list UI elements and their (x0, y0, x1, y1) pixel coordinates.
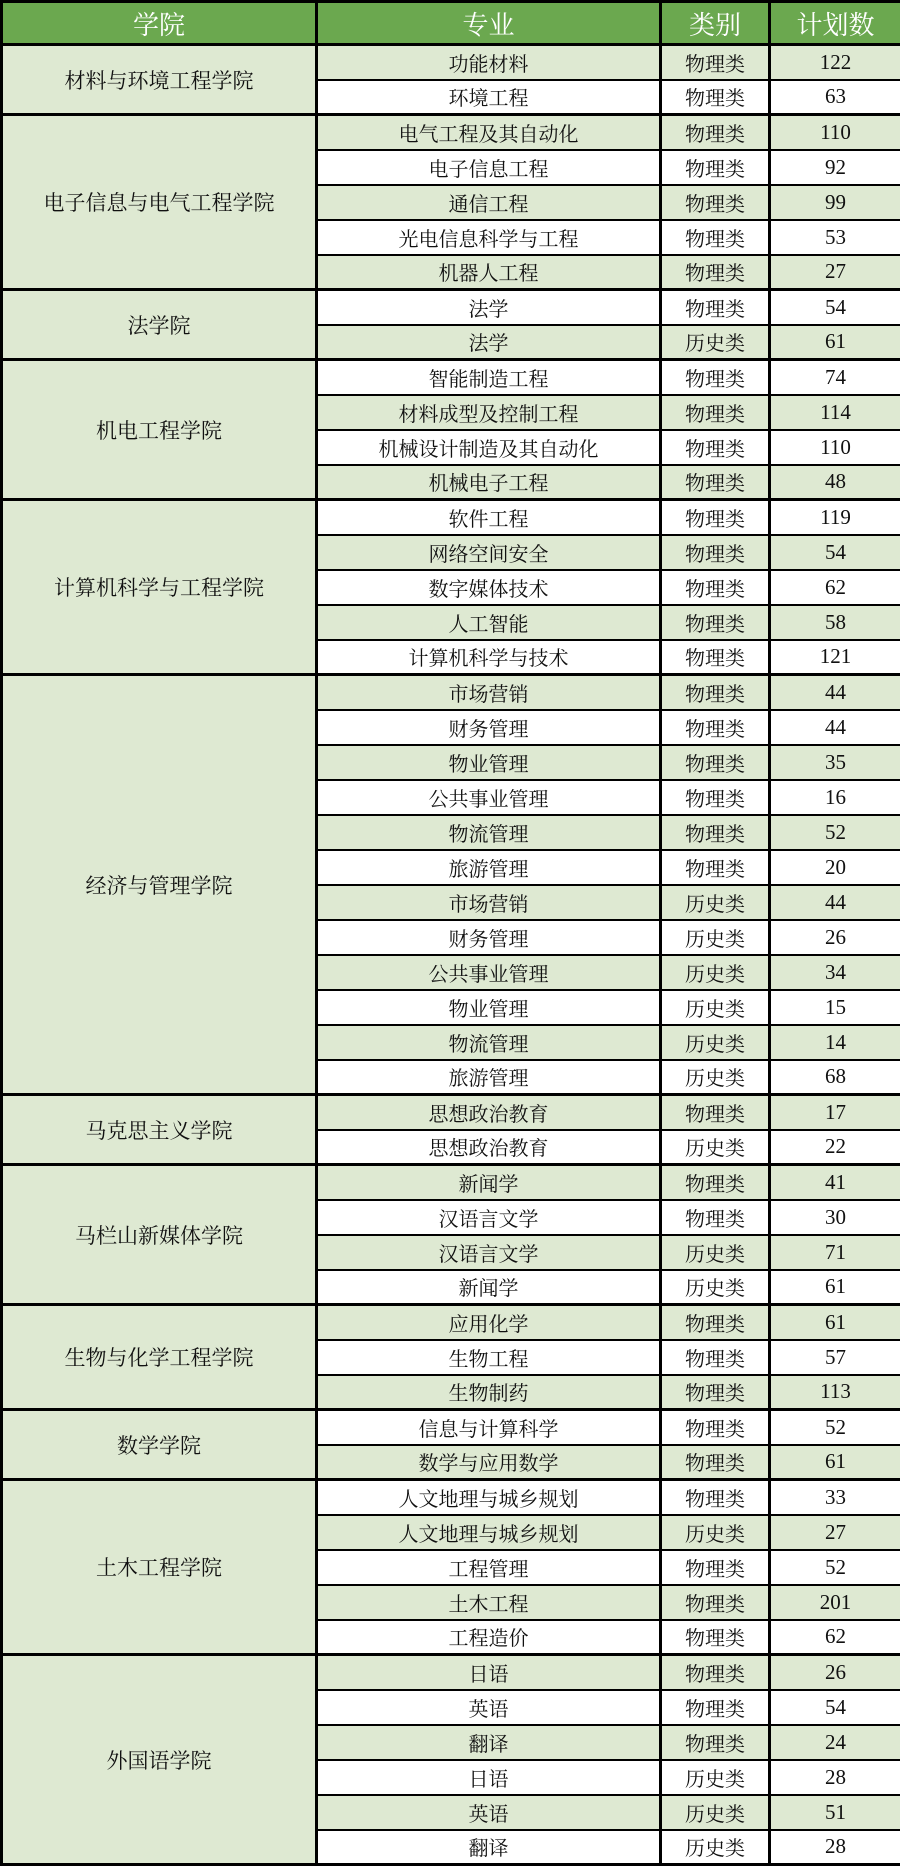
table-row (2, 1165, 900, 1200)
college-cell: 马栏山新媒体学院 (2, 1165, 317, 1305)
plan-cell: 114 (770, 395, 900, 430)
category-cell: 历史类 (661, 1270, 770, 1305)
major-cell: 物流管理 (317, 815, 661, 850)
major-cell: 公共事业管理 (317, 955, 661, 990)
major-cell: 财务管理 (317, 710, 661, 745)
major-cell: 机械电子工程 (317, 465, 661, 500)
major-cell: 软件工程 (317, 500, 661, 535)
header-plan-count: 计划数 (770, 2, 900, 45)
major-cell: 计算机科学与技术 (317, 640, 661, 675)
plan-cell: 16 (770, 780, 900, 815)
category-cell: 物理类 (661, 1445, 770, 1480)
category-cell: 物理类 (661, 1340, 770, 1375)
category-cell: 历史类 (661, 885, 770, 920)
major-cell: 通信工程 (317, 185, 661, 220)
major-cell: 法学 (317, 325, 661, 360)
plan-cell: 17 (770, 1095, 900, 1130)
category-cell: 物理类 (661, 1585, 770, 1620)
major-cell: 电子信息工程 (317, 150, 661, 185)
category-cell: 物理类 (661, 500, 770, 535)
category-cell: 物理类 (661, 395, 770, 430)
major-cell: 法学 (317, 290, 661, 325)
plan-cell: 44 (770, 885, 900, 920)
major-cell: 公共事业管理 (317, 780, 661, 815)
plan-cell: 61 (770, 1305, 900, 1340)
category-cell: 物理类 (661, 605, 770, 640)
category-cell: 历史类 (661, 990, 770, 1025)
plan-cell: 92 (770, 150, 900, 185)
table-body (2, 45, 900, 1865)
major-cell: 新闻学 (317, 1165, 661, 1200)
plan-cell: 20 (770, 850, 900, 885)
plan-cell: 61 (770, 1270, 900, 1305)
plan-cell: 35 (770, 745, 900, 780)
plan-cell: 34 (770, 955, 900, 990)
plan-cell: 63 (770, 80, 900, 115)
category-cell: 物理类 (661, 1655, 770, 1690)
category-cell: 物理类 (661, 815, 770, 850)
category-cell: 物理类 (661, 1375, 770, 1410)
table-row (2, 290, 900, 325)
plan-cell: 53 (770, 220, 900, 255)
category-cell: 物理类 (661, 1550, 770, 1585)
major-cell: 工程管理 (317, 1550, 661, 1585)
category-cell: 历史类 (661, 955, 770, 990)
plan-cell: 26 (770, 1655, 900, 1690)
category-cell: 历史类 (661, 920, 770, 955)
category-cell: 物理类 (661, 360, 770, 395)
major-cell: 环境工程 (317, 80, 661, 115)
category-cell: 物理类 (661, 150, 770, 185)
category-cell: 物理类 (661, 1410, 770, 1445)
major-cell: 数学与应用数学 (317, 1445, 661, 1480)
plan-cell: 52 (770, 815, 900, 850)
category-cell: 物理类 (661, 570, 770, 605)
college-cell: 材料与环境工程学院 (2, 45, 317, 115)
major-cell: 英语 (317, 1690, 661, 1725)
table-row (2, 360, 900, 395)
college-cell: 数学学院 (2, 1410, 317, 1480)
major-cell: 机器人工程 (317, 255, 661, 290)
category-cell: 物理类 (661, 185, 770, 220)
major-cell: 人工智能 (317, 605, 661, 640)
plan-cell: 71 (770, 1235, 900, 1270)
major-cell: 翻译 (317, 1725, 661, 1760)
major-cell: 旅游管理 (317, 850, 661, 885)
plan-cell: 58 (770, 605, 900, 640)
major-cell: 日语 (317, 1760, 661, 1795)
major-cell: 人文地理与城乡规划 (317, 1515, 661, 1550)
major-cell: 土木工程 (317, 1585, 661, 1620)
plan-cell: 54 (770, 1690, 900, 1725)
major-cell: 财务管理 (317, 920, 661, 955)
major-cell: 思想政治教育 (317, 1130, 661, 1165)
category-cell: 物理类 (661, 710, 770, 745)
category-cell: 物理类 (661, 535, 770, 570)
plan-cell: 122 (770, 45, 900, 80)
major-cell: 生物工程 (317, 1340, 661, 1375)
category-cell: 物理类 (661, 220, 770, 255)
header-row (2, 2, 900, 45)
major-cell: 数字媒体技术 (317, 570, 661, 605)
category-cell: 历史类 (661, 325, 770, 360)
plan-cell: 48 (770, 465, 900, 500)
major-cell: 信息与计算科学 (317, 1410, 661, 1445)
plan-cell: 15 (770, 990, 900, 1025)
college-cell: 土木工程学院 (2, 1480, 317, 1655)
plan-cell: 61 (770, 1445, 900, 1480)
category-cell: 物理类 (661, 115, 770, 150)
college-cell: 马克思主义学院 (2, 1095, 317, 1165)
category-cell: 物理类 (661, 1200, 770, 1235)
table-row (2, 1480, 900, 1515)
category-cell: 物理类 (661, 430, 770, 465)
category-cell: 物理类 (661, 465, 770, 500)
category-cell: 物理类 (661, 745, 770, 780)
table-header (2, 2, 900, 45)
category-cell: 物理类 (661, 1480, 770, 1515)
category-cell: 物理类 (661, 1725, 770, 1760)
plan-cell: 52 (770, 1410, 900, 1445)
category-cell: 物理类 (661, 255, 770, 290)
plan-cell: 28 (770, 1760, 900, 1795)
major-cell: 工程造价 (317, 1620, 661, 1655)
category-cell: 历史类 (661, 1060, 770, 1095)
plan-cell: 14 (770, 1025, 900, 1060)
table-row (2, 45, 900, 80)
plan-cell: 22 (770, 1130, 900, 1165)
major-cell: 汉语言文学 (317, 1235, 661, 1270)
major-cell: 物流管理 (317, 1025, 661, 1060)
plan-cell: 51 (770, 1795, 900, 1830)
table-row (2, 500, 900, 535)
table-row (2, 115, 900, 150)
plan-cell: 68 (770, 1060, 900, 1095)
category-cell: 物理类 (661, 290, 770, 325)
category-cell: 物理类 (661, 1165, 770, 1200)
college-cell: 电子信息与电气工程学院 (2, 115, 317, 290)
college-cell: 外国语学院 (2, 1655, 317, 1865)
category-cell: 物理类 (661, 80, 770, 115)
plan-cell: 62 (770, 570, 900, 605)
category-cell: 历史类 (661, 1235, 770, 1270)
college-cell: 机电工程学院 (2, 360, 317, 500)
category-cell: 历史类 (661, 1025, 770, 1060)
college-cell: 法学院 (2, 290, 317, 360)
major-cell: 英语 (317, 1795, 661, 1830)
plan-cell: 54 (770, 290, 900, 325)
plan-cell: 33 (770, 1480, 900, 1515)
category-cell: 物理类 (661, 640, 770, 675)
header-college: 学院 (2, 2, 317, 45)
plan-cell: 62 (770, 1620, 900, 1655)
major-cell: 思想政治教育 (317, 1095, 661, 1130)
major-cell: 光电信息科学与工程 (317, 220, 661, 255)
category-cell: 物理类 (661, 780, 770, 815)
header-major: 专业 (317, 2, 661, 45)
major-cell: 物业管理 (317, 990, 661, 1025)
category-cell: 物理类 (661, 45, 770, 80)
plan-cell: 113 (770, 1375, 900, 1410)
college-cell: 生物与化学工程学院 (2, 1305, 317, 1410)
major-cell: 应用化学 (317, 1305, 661, 1340)
table-row (2, 1655, 900, 1690)
plan-cell: 44 (770, 675, 900, 710)
category-cell: 物理类 (661, 850, 770, 885)
plan-cell: 30 (770, 1200, 900, 1235)
plan-cell: 119 (770, 500, 900, 535)
plan-cell: 61 (770, 325, 900, 360)
major-cell: 机械设计制造及其自动化 (317, 430, 661, 465)
major-cell: 生物制药 (317, 1375, 661, 1410)
category-cell: 历史类 (661, 1760, 770, 1795)
major-cell: 物业管理 (317, 745, 661, 780)
college-cell: 计算机科学与工程学院 (2, 500, 317, 675)
table-row (2, 1095, 900, 1130)
major-cell: 材料成型及控制工程 (317, 395, 661, 430)
plan-cell: 110 (770, 430, 900, 465)
plan-cell: 52 (770, 1550, 900, 1585)
category-cell: 物理类 (661, 1620, 770, 1655)
plan-cell: 24 (770, 1725, 900, 1760)
category-cell: 物理类 (661, 1095, 770, 1130)
major-cell: 功能材料 (317, 45, 661, 80)
major-cell: 市场营销 (317, 885, 661, 920)
major-cell: 市场营销 (317, 675, 661, 710)
plan-cell: 28 (770, 1830, 900, 1865)
college-cell: 经济与管理学院 (2, 675, 317, 1095)
plan-cell: 110 (770, 115, 900, 150)
plan-cell: 26 (770, 920, 900, 955)
major-cell: 日语 (317, 1655, 661, 1690)
plan-cell: 99 (770, 185, 900, 220)
major-cell: 电气工程及其自动化 (317, 115, 661, 150)
plan-cell: 27 (770, 1515, 900, 1550)
table-row (2, 1410, 900, 1445)
major-cell: 旅游管理 (317, 1060, 661, 1095)
category-cell: 物理类 (661, 1305, 770, 1340)
category-cell: 历史类 (661, 1130, 770, 1165)
plan-cell: 121 (770, 640, 900, 675)
plan-cell: 41 (770, 1165, 900, 1200)
plan-cell: 44 (770, 710, 900, 745)
plan-cell: 74 (770, 360, 900, 395)
header-category: 类别 (661, 2, 770, 45)
plan-cell: 57 (770, 1340, 900, 1375)
category-cell: 物理类 (661, 1690, 770, 1725)
table-row (2, 675, 900, 710)
category-cell: 物理类 (661, 675, 770, 710)
plan-cell: 201 (770, 1585, 900, 1620)
major-cell: 人文地理与城乡规划 (317, 1480, 661, 1515)
plan-cell: 27 (770, 255, 900, 290)
table-row (2, 1305, 900, 1340)
category-cell: 历史类 (661, 1795, 770, 1830)
major-cell: 翻译 (317, 1830, 661, 1865)
category-cell: 历史类 (661, 1515, 770, 1550)
plan-cell: 54 (770, 535, 900, 570)
major-cell: 智能制造工程 (317, 360, 661, 395)
major-cell: 新闻学 (317, 1270, 661, 1305)
major-cell: 网络空间安全 (317, 535, 661, 570)
category-cell: 历史类 (661, 1830, 770, 1865)
major-cell: 汉语言文学 (317, 1200, 661, 1235)
